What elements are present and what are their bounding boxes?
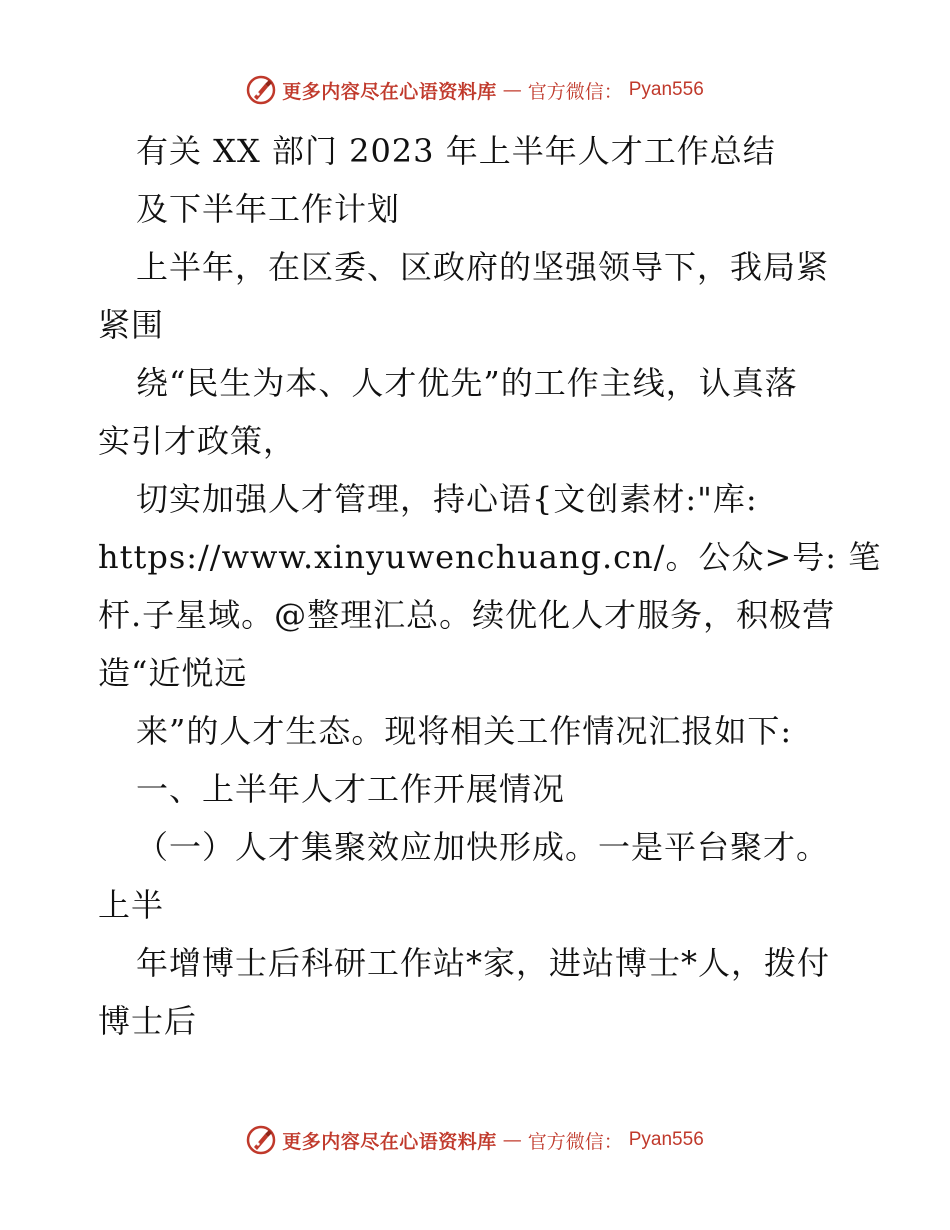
- wechat-label: 官方微信：: [527, 1130, 623, 1153]
- doc-line: 一、上半年人才工作开展情况: [136, 770, 566, 808]
- footer-watermark-banner: [0, 1120, 950, 1160]
- document-body: [98, 122, 882, 1050]
- doc-line: 有关 XX 部门 2023 年上半年人才工作总结: [136, 132, 776, 170]
- pen-nib-logo-icon: [246, 1125, 276, 1155]
- banner-dash: —: [502, 1129, 522, 1151]
- doc-line: 造“近悦远: [98, 654, 248, 692]
- header-watermark-banner: [0, 70, 950, 110]
- doc-line: 博士后: [98, 1002, 198, 1040]
- pen-nib-logo-icon: [246, 75, 276, 105]
- wechat-id: Pyan556: [628, 79, 704, 100]
- doc-line: （一）人才集聚效应加快形成。一是平台聚才。: [136, 828, 830, 866]
- doc-line: https://www.xinyuwenchuang.cn/。公众>号: 笔: [98, 538, 882, 576]
- banner-text: 更多内容尽在心语资料库: [282, 1130, 497, 1153]
- banner-text: 更多内容尽在心语资料库: [282, 80, 497, 103]
- doc-line: 切实加强人才管理，持心语{文创素材:"库:: [136, 480, 758, 518]
- banner-dash: —: [502, 79, 522, 101]
- doc-line: 实引才政策，: [98, 422, 297, 460]
- doc-line: 绕“民生为本、人才优先”的工作主线，认真落: [136, 364, 798, 402]
- doc-line: 年增博士后科研工作站*家，进站博士*人，拨付: [136, 944, 831, 982]
- doc-line: 及下半年工作计划: [136, 190, 401, 228]
- wechat-label: 官方微信：: [527, 80, 623, 103]
- doc-line: 上半: [98, 886, 165, 924]
- doc-line: 杆.子星域。@整理汇总。续优化人才服务，积极营: [98, 596, 836, 634]
- doc-line: 来”的人才生态。现将相关工作情况汇报如下:: [136, 712, 793, 750]
- doc-line: 上半年，在区委、区政府的坚强领导下，我局紧: [136, 248, 830, 286]
- wechat-id: Pyan556: [628, 1129, 704, 1150]
- doc-line: 紧围: [98, 306, 165, 344]
